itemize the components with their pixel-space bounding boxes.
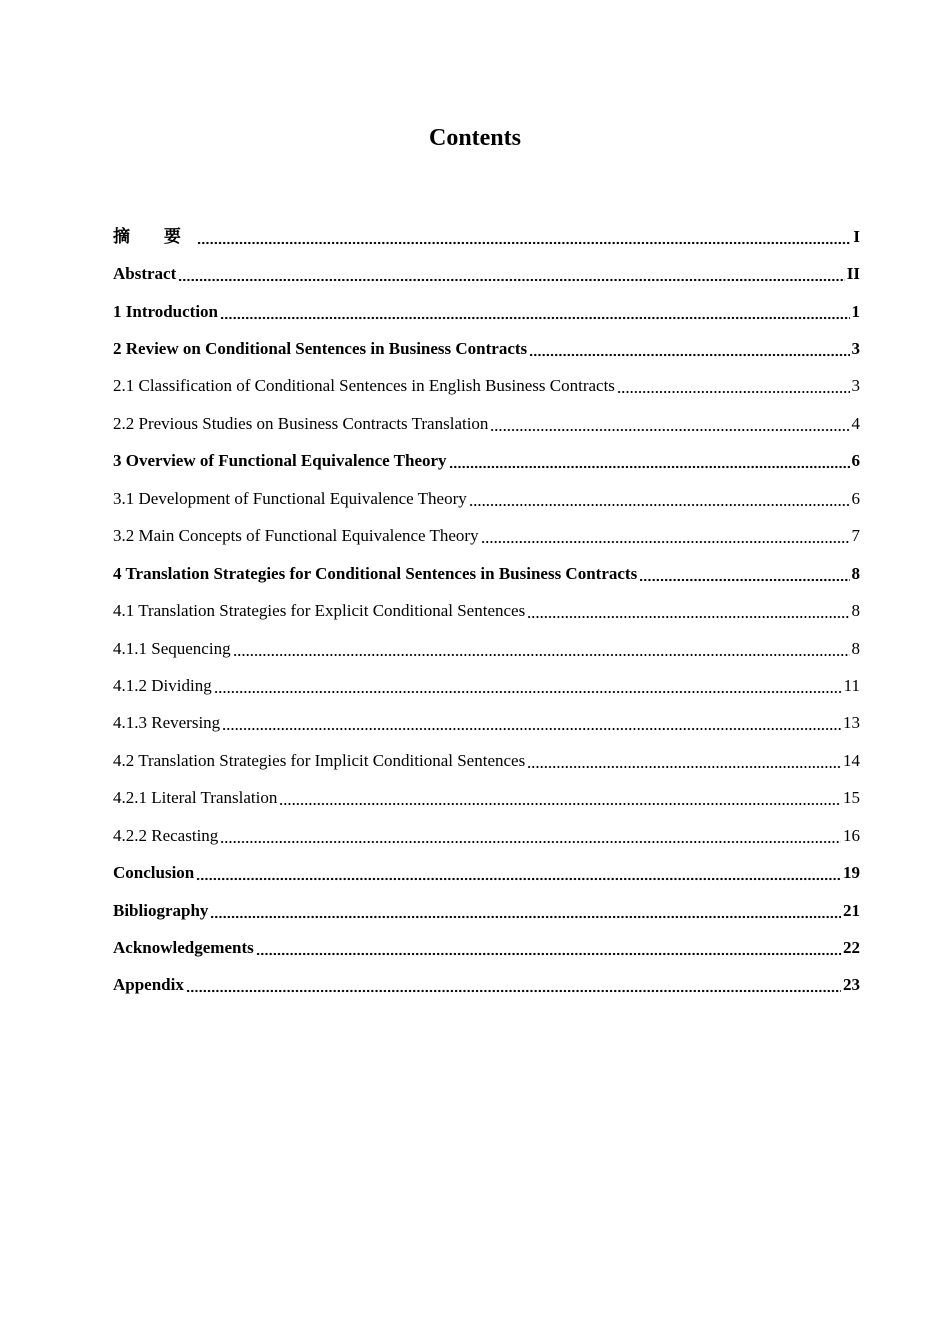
dot-leader bbox=[279, 801, 841, 807]
toc-entry-page: 8 bbox=[851, 601, 860, 621]
toc-entry-title: 2 Review on Conditional Sentences in Business Contracts bbox=[113, 339, 528, 359]
toc-entry-title: Abstract bbox=[113, 264, 177, 284]
toc-entry-page: 1 bbox=[851, 301, 860, 321]
dot-leader bbox=[220, 315, 849, 321]
toc-entry-title: 4.2 Translation Strategies for Implicit Conditional Sentences bbox=[113, 750, 526, 770]
toc-entry-page: 6 bbox=[851, 451, 860, 471]
toc-entry-page: 16 bbox=[843, 825, 860, 845]
toc-entry-title: 4.1.3 Reversing bbox=[113, 713, 221, 733]
toc-entry-title: 4.2.1 Literal Translation bbox=[113, 788, 278, 808]
toc-entry-title: 4.1.2 Dividing bbox=[113, 675, 212, 695]
toc-entry-bibliography[interactable] bbox=[113, 892, 860, 929]
toc-entry-page: 8 bbox=[851, 563, 860, 583]
toc-entry-page: 23 bbox=[843, 975, 860, 995]
toc-entry-section-4-2[interactable] bbox=[113, 742, 860, 779]
toc-entry-section-4-2-1[interactable] bbox=[113, 780, 860, 817]
toc-entry-section-3-2[interactable] bbox=[113, 518, 860, 555]
toc-entry-title: 4.1.1 Sequencing bbox=[113, 638, 231, 658]
toc-entry-page: 22 bbox=[843, 938, 860, 958]
toc-entry-page: 14 bbox=[843, 750, 860, 770]
toc-entry-section-4-1-1[interactable] bbox=[113, 630, 860, 667]
dot-leader bbox=[233, 652, 850, 658]
toc-entry-page: 3 bbox=[851, 339, 860, 359]
toc-entry-title: Acknowledgements bbox=[113, 938, 254, 958]
dot-leader bbox=[256, 951, 841, 957]
toc-entry-title: Conclusion bbox=[113, 863, 195, 883]
toc-entry-title: 3.2 Main Concepts of Functional Equivalence Theory bbox=[113, 526, 479, 546]
toc-entry-page: 21 bbox=[843, 900, 860, 920]
dot-leader bbox=[196, 876, 841, 882]
toc-entry-abstract-chinese[interactable] bbox=[113, 218, 860, 255]
toc-entry-title: 4 Translation Strategies for Conditional Sentences in Business Contracts bbox=[113, 563, 638, 583]
toc-entry-section-4-1-2[interactable] bbox=[113, 667, 860, 704]
dot-leader bbox=[214, 689, 842, 695]
toc-entry-page: 19 bbox=[843, 863, 860, 883]
dot-leader bbox=[178, 277, 845, 283]
toc-entry-section-4-2-2[interactable] bbox=[113, 817, 860, 854]
table-of-contents bbox=[113, 218, 860, 1004]
dot-leader bbox=[197, 240, 851, 246]
toc-entry-abstract[interactable] bbox=[113, 255, 860, 292]
dot-leader bbox=[186, 988, 841, 994]
toc-entry-appendix[interactable] bbox=[113, 967, 860, 1004]
toc-entry-conclusion[interactable] bbox=[113, 854, 860, 891]
toc-entry-acknowledgements[interactable] bbox=[113, 929, 860, 966]
toc-entry-page: I bbox=[853, 226, 860, 246]
toc-entry-page: II bbox=[846, 264, 860, 284]
toc-entry-title: 3 Overview of Functional Equivalence Theory bbox=[113, 451, 447, 471]
toc-entry-page: 4 bbox=[851, 413, 860, 433]
dot-leader bbox=[449, 464, 850, 470]
toc-entry-title: Bibliography bbox=[113, 900, 209, 920]
dot-leader bbox=[469, 502, 850, 508]
toc-entry-page: 15 bbox=[843, 788, 860, 808]
toc-entry-section-3-1[interactable] bbox=[113, 480, 860, 517]
toc-entry-chapter-3[interactable] bbox=[113, 443, 860, 480]
toc-entry-page: 11 bbox=[843, 675, 860, 695]
dot-leader bbox=[490, 427, 849, 433]
toc-entry-title: 4.2.2 Recasting bbox=[113, 825, 219, 845]
toc-entry-section-4-1[interactable] bbox=[113, 592, 860, 629]
toc-entry-title: 2.2 Previous Studies on Business Contracts Translation bbox=[113, 413, 489, 433]
toc-entry-page: 13 bbox=[843, 713, 860, 733]
toc-entry-chapter-2[interactable] bbox=[113, 330, 860, 367]
toc-entry-title: 摘 要 bbox=[113, 226, 195, 247]
toc-entry-page: 3 bbox=[851, 376, 860, 396]
toc-entry-title: 1 Introduction bbox=[113, 301, 219, 321]
toc-entry-section-2-2[interactable] bbox=[113, 405, 860, 442]
dot-leader bbox=[210, 914, 841, 920]
toc-entry-title: 2.1 Classification of Conditional Sentences in English Business Contracts bbox=[113, 376, 615, 396]
dot-leader bbox=[220, 839, 841, 845]
toc-entry-title: 4.1 Translation Strategies for Explicit Conditional Sentences bbox=[113, 601, 526, 621]
dot-leader bbox=[527, 614, 849, 620]
toc-entry-section-4-1-3[interactable] bbox=[113, 705, 860, 742]
dot-leader bbox=[529, 352, 849, 358]
toc-entry-page: 7 bbox=[851, 526, 860, 546]
toc-entry-section-2-1[interactable] bbox=[113, 368, 860, 405]
page-title: Contents bbox=[428, 125, 521, 151]
toc-entry-page: 8 bbox=[851, 638, 860, 658]
dot-leader bbox=[617, 389, 850, 395]
toc-entry-chapter-4[interactable] bbox=[113, 555, 860, 592]
toc-entry-introduction[interactable] bbox=[113, 293, 860, 330]
dot-leader bbox=[527, 764, 841, 770]
dot-leader bbox=[639, 577, 849, 583]
toc-entry-title: Appendix bbox=[113, 975, 184, 995]
toc-entry-title: 3.1 Development of Functional Equivalence Theory bbox=[113, 488, 467, 508]
dot-leader bbox=[222, 726, 841, 732]
dot-leader bbox=[481, 539, 850, 545]
toc-entry-page: 6 bbox=[851, 488, 860, 508]
